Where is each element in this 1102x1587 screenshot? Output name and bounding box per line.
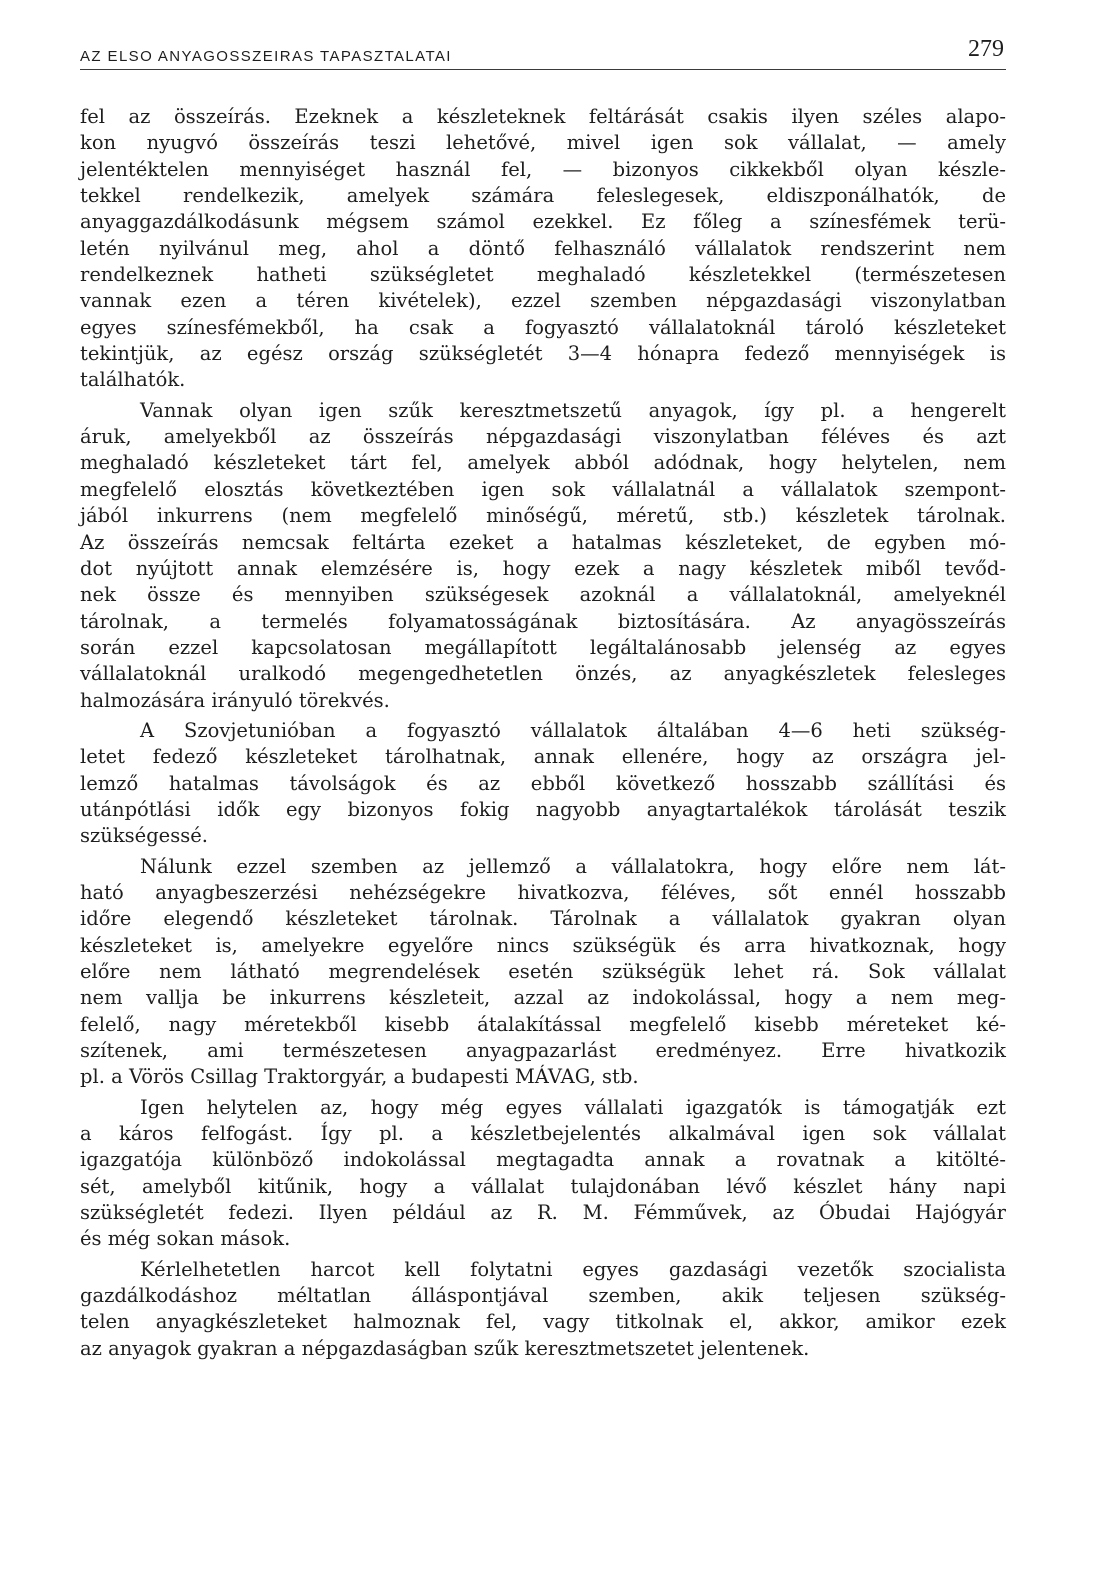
paragraph (80, 718, 1006, 850)
page-number: 279 (968, 36, 1004, 62)
text-line: egyes színesfémekből, ha csak a fogyasztó vállalatoknál tároló készleteket (80, 315, 1006, 339)
text-line: meghaladó készleteket tárt fel, amelyek abból adódnak, hogy helytelen, nem (80, 451, 1006, 475)
text-line: készleteket is, amelyekre egyelőre nincs szükségük és arra hivatkoznak, hogy (80, 933, 1006, 957)
text-line: tekkel rendelkezik, amelyek számára feleslegesek, eldiszponálhatók, de (80, 184, 1006, 208)
text-line: találhatók. (80, 368, 186, 392)
text-line: halmozására irányuló törekvés. (80, 688, 390, 712)
text-line: lemző hatalmas távolságok és az ebből következő hosszabb szállítási és (80, 771, 1006, 795)
text-line: anyaggazdálkodásunk mégsem számol ezekkel. Ez főleg a színesfémek terü- (80, 210, 1006, 234)
header-rule (80, 69, 1006, 70)
text-line: Vannak olyan igen szűk keresztmetszetű anyagok, így pl. a hengerelt (140, 398, 1006, 422)
text-line: tárolnak, a termelés folyamatosságának biztosítására. Az anyagösszeírás (80, 609, 1006, 633)
text-line: szükségessé. (80, 824, 208, 848)
text-line: előre nem látható megrendelések esetén szükségük lehet rá. Sok vállalat (80, 960, 1006, 983)
text-line: jából inkurrens (nem megfelelő minőségű, méretű, stb.) készletek tárolnak. (80, 504, 1006, 528)
text-line: igazgatója különböző indokolással megtagadta annak a rovatnak a kitölté- (80, 1148, 1006, 1172)
text-line: Az összeírás nemcsak feltárta ezeket a hatalmas készleteket, de egyben mó- (80, 530, 1006, 554)
text-line: utánpótlási idők egy bizonyos fokig nagyobb anyagtartalékok tárolását teszik (80, 797, 1006, 821)
text-line: vannak ezen a téren kivételek), ezzel szemben népgazdasági viszonylatban (80, 289, 1006, 313)
text-line: az anyagok gyakran a népgazdaságban szűk keresztmetszetet jelentenek. (80, 1336, 810, 1360)
text-line: Kérlelhetetlen harcot kell folytatni egyes gazdasági vezetők szocialista (140, 1257, 1006, 1281)
text-line: kon nyugvó összeírás teszi lehetővé, mivel igen sok vállalat, — amely (80, 131, 1006, 155)
paragraph (80, 1095, 1006, 1253)
text-line: dot nyújtott annak elemzésére is, hogy ezek a nagy készletek miből tevőd- (80, 556, 1006, 580)
text-line: szükségletét fedezi. Ilyen például az R. M. Fémművek, az Óbudai Hajógyár (80, 1201, 1006, 1225)
text-line: szítenek, ami természetesen anyagpazarlást eredményez. Erre hivatkozik (80, 1039, 1006, 1063)
text-line: vállalatoknál uralkodó megengedhetetlen önzés, az anyagkészletek felesleges (80, 662, 1006, 686)
text-line: A Szovjetunióban a fogyasztó vállalatok általában 4—6 heti szükség- (140, 718, 1006, 742)
text-line: nem vallja be inkurrens készleteit, azzal az indokolással, hogy a nem meg- (80, 986, 1006, 1010)
text-line: megfelelő elosztás következtében igen sok vállalatnál a vállalatok szempont- (80, 477, 1006, 501)
text-line: és még sokan mások. (80, 1227, 291, 1251)
paragraph (80, 104, 1006, 394)
text-line: során ezzel kapcsolatosan megállapított legáltalánosabb jelenség az egyes (80, 635, 1006, 659)
text-line: pl. a Vörös Csillag Traktorgyár, a budapesti MÁVAG, stb. (80, 1065, 639, 1089)
page-header (80, 36, 1006, 72)
text-line: ható anyagbeszerzési nehézségekre hivatkozva, féléves, sőt ennél hosszabb (80, 880, 1006, 904)
text-line: Igen helytelen az, hogy még egyes vállalati igazgatók is támogatják ezt (140, 1095, 1006, 1119)
text-line: letet fedező készleteket tárolhatnak, annak ellenére, hogy az országra jel- (80, 745, 1006, 769)
text-line: a káros felfogást. Így pl. a készletbejelentés alkalmával igen sok vállalat (80, 1122, 1006, 1146)
paragraph (80, 854, 1006, 1091)
text-line: fel az összeírás. Ezeknek a készleteknek feltárását csakis ilyen széles alapo- (80, 105, 1006, 128)
text-line: jelentéktelen mennyiséget használ fel, — bizonyos cikkekből olyan készle- (80, 157, 1006, 181)
text-line: nek össze és mennyiben szükségesek azoknál a vállalatoknál, amelyeknél (80, 583, 1006, 607)
paragraph (80, 1257, 1006, 1362)
text-line: letén nyilvánul meg, ahol a döntő felhasználó vállalatok rendszerint nem (80, 236, 1006, 260)
text-line: telen anyagkészleteket halmoznak fel, vagy titkolnak el, akkor, amikor ezek (80, 1310, 1006, 1334)
text-line: felelő, nagy méretekből kisebb átalakítással megfelelő kisebb méreteket ké- (80, 1012, 1006, 1036)
text-line: időre elegendő készleteket tárolnak. Tárolnak a vállalatok gyakran olyan (80, 907, 1006, 931)
text-line: sét, amelyből kitűnik, hogy a vállalat tulajdonában lévő készlet hány napi (80, 1174, 1006, 1198)
text-line: rendelkeznek hatheti szükségletet meghaladó készletekkel (természetesen (80, 263, 1006, 287)
text-line: áruk, amelyekből az összeírás népgazdasági viszonylatban féléves és azt (80, 425, 1006, 449)
running-title: AZ ELSO ANYAGOSSZEIRAS TAPASZTALATAI (80, 48, 452, 65)
body-text (80, 104, 1006, 1362)
text-line: Nálunk ezzel szemben az jellemző a vállalatokra, hogy előre nem lát- (140, 854, 1006, 878)
text-line: gazdálkodáshoz méltatlan álláspontjával szemben, akik teljesen szükség- (80, 1284, 1006, 1308)
paragraph (80, 398, 1006, 714)
text-line: tekintjük, az egész ország szükségletét 3—4 hónapra fedező mennyiségek is (80, 342, 1006, 366)
